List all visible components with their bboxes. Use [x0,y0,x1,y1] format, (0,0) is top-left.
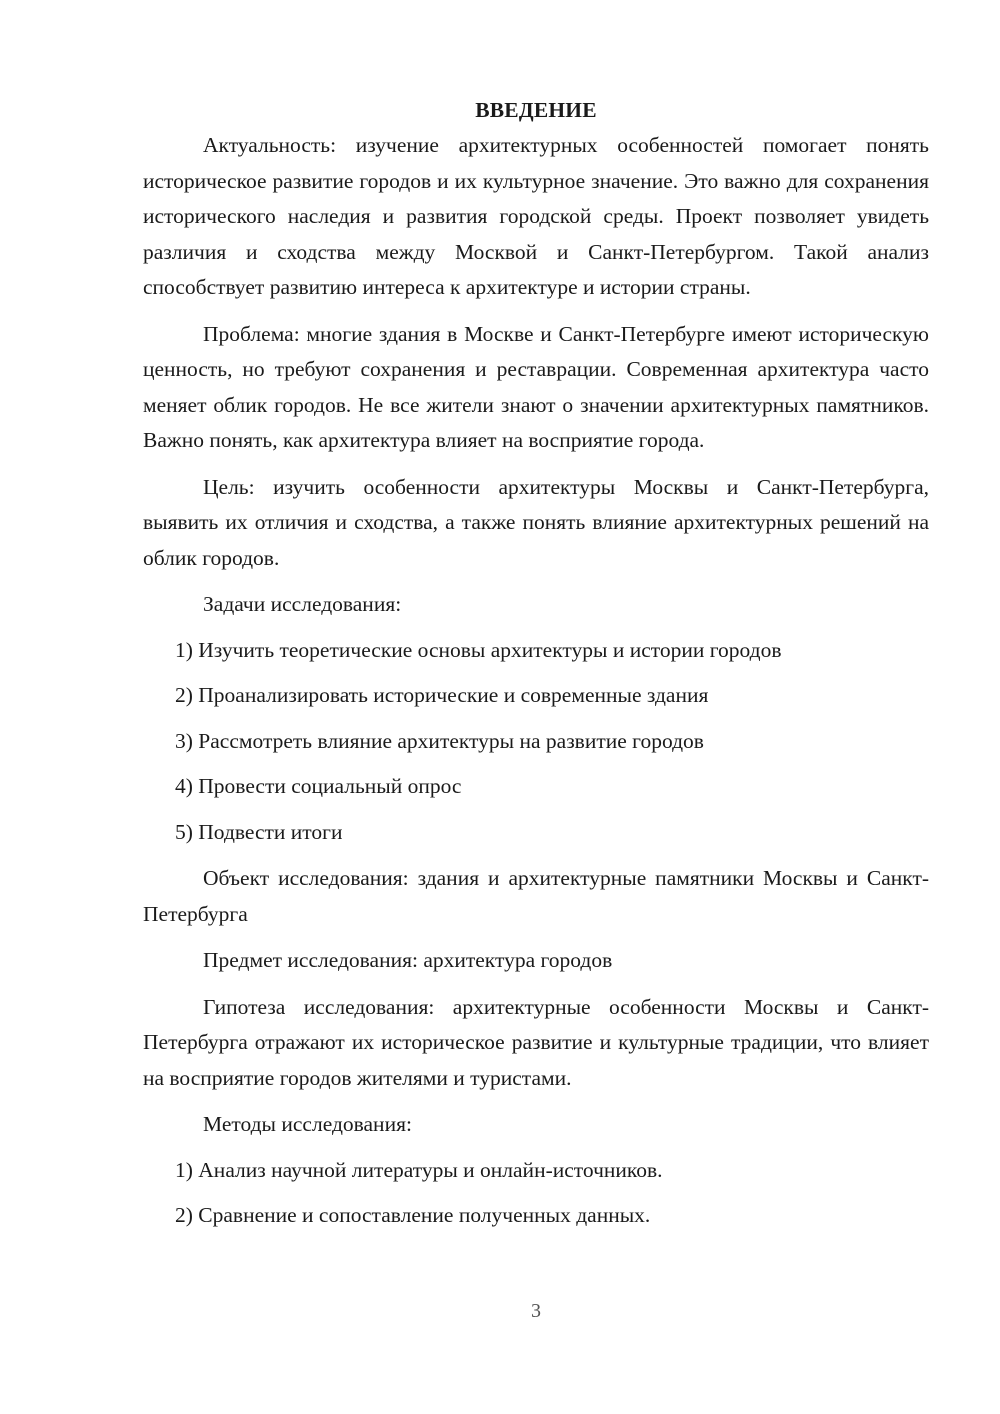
task-item: 4) Провести социальный опрос [175,774,462,798]
task-item: 5) Подвести итоги [175,819,343,844]
task-item: 2) Проанализировать исторические и современные здания [175,683,709,707]
task-item: 1) Изучить теоретические основы архитектуры и истории городов [175,637,782,662]
object-paragraph: Объект исследования: здания и архитектурные памятники Москвы и Санкт-Петербурга [143,866,929,926]
relevance-paragraph: Актуальность: изучение архитектурных особенностей помогает понять историческое развитие городов и их культурное значение. Это важно для сохранения исторического наследия и развития городской среды. Проект позволяет увидеть различия и сходства между Москвой и Санкт-Петербургом. Такой анализ способствует развитию интереса к архитектуре и истории страны. [143,133,929,299]
method-item: 2) Сравнение и сопоставление полученных данных. [175,1203,651,1227]
problem-paragraph: Проблема: многие здания в Москве и Санкт-Петербурге имеют историческую ценность, но требуют сохранения и реставрации. Современная архитектура часто меняет облик городов. Не все жители знают о значении архитектурных памятников. Важно понять, как архитектура влияет на восприятие города. [143,321,929,452]
task-item: 3) Рассмотреть влияние архитектуры на развитие городов [175,728,704,753]
page-title: ВВЕДЕНИЕ [475,98,597,122]
subject-paragraph: Предмет исследования: архитектура городов [203,948,613,972]
page-number: 3 [531,1300,541,1322]
hypothesis-paragraph: Гипотеза исследования: архитектурные особенности Москвы и Санкт-Петербурга отражают их историческое развитие и культурные традиции, что влияет на восприятие городов жителями и туристами. [143,994,929,1090]
goal-paragraph: Цель: изучить особенности архитектуры Москвы и Санкт-Петербурга, выявить их отличия и сходства, а также понять влияние архитектурных решений на облик городов. [143,474,929,570]
method-item: 1) Анализ научной литературы и онлайн-источников. [175,1157,663,1182]
methods-heading: Методы исследования: [203,1112,412,1136]
tasks-heading: Задачи исследования: [203,592,402,616]
document-page [143,92,929,1234]
